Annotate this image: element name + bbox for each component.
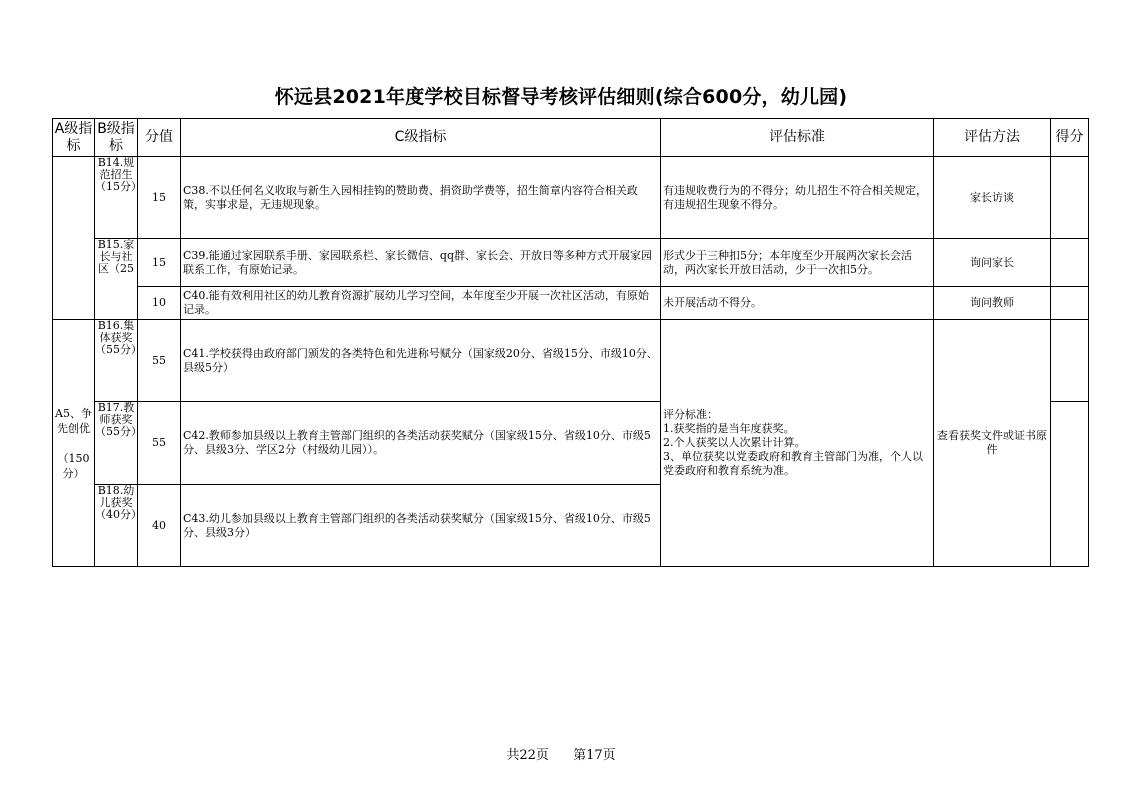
header-standard: 评估标准 (661, 119, 934, 157)
method-cell: 询问教师 (934, 287, 1051, 320)
header-score: 分值 (138, 119, 181, 157)
header-row (53, 119, 1089, 157)
score-entry-cell[interactable] (1051, 320, 1089, 402)
score-entry-cell[interactable] (1051, 239, 1089, 287)
standard-cell: 有违规收费行为的不得分；幼儿招生不符合相关规定，有违规招生现象不得分。 (661, 157, 934, 239)
table-row (53, 287, 1089, 320)
standard-cell: 未开展活动不得分。 (661, 287, 934, 320)
score-entry-cell[interactable] (1051, 402, 1089, 567)
b-level-cell: B15.家长与社区（25 (95, 239, 138, 320)
c-level-cell: C39.能通过家园联系手册、家园联系栏、家长微信、qq群、家长会、开放日等多种方式开展家园联系工作，有原始记录。 (181, 239, 661, 287)
award-method-cell: 查看获奖文件或证书原件 (934, 320, 1051, 567)
c-level-cell: C38.不以任何名义收取与新生入园相挂钩的赞助费、捐资助学费等，招生简章内容符合相关政策，实事求是，无违规现象。 (181, 157, 661, 239)
score-cell: 40 (138, 485, 181, 567)
c-level-cell: C40.能有效利用社区的幼儿教育资源扩展幼儿学习空间，本年度至少开展一次社区活动，有原始记录。 (181, 287, 661, 320)
standard-cell: 形式少于三种扣5分；本年度至少开展两次家长会活动，两次家长开放日活动，少于一次扣5分。 (661, 239, 934, 287)
b-level-cell: B14.规范招生（15分） (95, 157, 138, 239)
method-cell: 家长访谈 (934, 157, 1051, 239)
c-level-cell: C42.教师参加县级以上教育主管部门组织的各类活动获奖赋分（国家级15分、省级10分、市级5分、县级3分、学区2分（村级幼儿园））。 (181, 402, 661, 485)
page-footer (0, 744, 1122, 763)
c-level-cell: C41.学校获得由政府部门颁发的各类特色和先进称号赋分（国家级20分、省级15分、市级10分、县级5分） (181, 320, 661, 402)
score-cell: 15 (138, 239, 181, 287)
header-got-score: 得分 (1051, 119, 1089, 157)
evaluation-table (52, 118, 1089, 567)
score-cell: 10 (138, 287, 181, 320)
award-standard-cell: 评分标准： 1.获奖指的是当年度获奖。 2.个人获奖以人次累计计算。 3、单位获奖以党委政府和教育主管部门为准，个人以党委政府和教育系统为准。 (661, 320, 934, 567)
score-entry-cell[interactable] (1051, 287, 1089, 320)
table-row (53, 157, 1089, 239)
header-a-level: A级指标 (53, 119, 95, 157)
current-page: 第17页 (573, 748, 616, 763)
c-level-cell: C43.幼儿参加县级以上教育主管部门组织的各类活动获奖赋分（国家级15分、省级10分、市级5分、县级3分） (181, 485, 661, 567)
table-row (53, 239, 1089, 287)
score-cell: 55 (138, 320, 181, 402)
score-cell: 15 (138, 157, 181, 239)
a-level-cell: A5、争先创优 （150分） (53, 320, 95, 567)
a-level-cell-empty (53, 157, 95, 320)
score-entry-cell[interactable] (1051, 157, 1089, 239)
b-level-cell: B17.教师获奖（55分） (95, 402, 138, 485)
score-cell: 55 (138, 402, 181, 485)
header-c-level: C级指标 (181, 119, 661, 157)
total-pages: 共22页 (506, 748, 549, 763)
b-level-cell: B16.集体获奖（55分） (95, 320, 138, 402)
header-b-level: B级指标 (95, 119, 138, 157)
table-row (53, 320, 1089, 402)
document-title: 怀远县2021年度学校目标督导考核评估细则(综合600分，幼儿园) (274, 86, 848, 108)
b-level-cell: B18.幼儿获奖（40分） (95, 485, 138, 567)
method-cell: 询问家长 (934, 239, 1051, 287)
header-method: 评估方法 (934, 119, 1051, 157)
